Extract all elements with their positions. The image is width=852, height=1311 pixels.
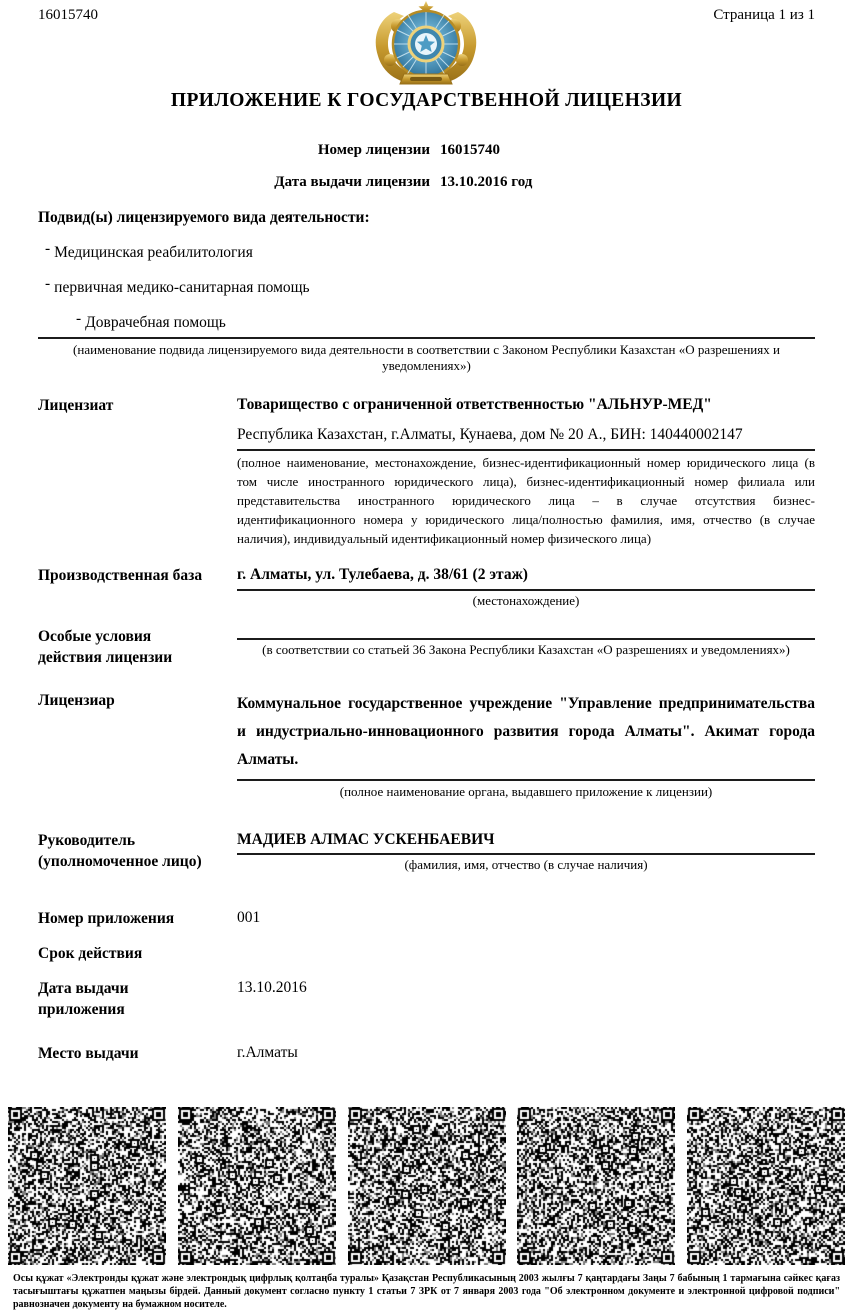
- dash-bullet: -: [76, 310, 82, 327]
- issue-place-row: [38, 1043, 815, 1064]
- head-row: [38, 830, 815, 873]
- license-meta: [38, 141, 815, 192]
- qr-code-stamp: [687, 1107, 845, 1265]
- appendix-date-row: [38, 978, 815, 1020]
- licensee-name: Товарищество с ограниченной ответственностью "АЛЬНУР-МЕД": [237, 396, 712, 413]
- qr-code-stamp: [348, 1107, 506, 1265]
- special-conditions-row: [38, 626, 815, 668]
- subtype-item: - Медицинская реабилитология: [45, 240, 253, 261]
- divider: [237, 853, 815, 855]
- divider: [237, 779, 815, 781]
- licensee-row: [38, 395, 815, 548]
- qr-code-stamp: [8, 1107, 166, 1265]
- appendix-date-label: Дата выдачи приложения: [38, 980, 129, 1018]
- head-label: Руководитель (уполномоченное лицо): [38, 832, 202, 870]
- page-title: ПРИЛОЖЕНИЕ К ГОСУДАРСТВЕННОЙ ЛИЦЕНЗИИ: [170, 90, 683, 111]
- qr-code-stamp: [517, 1107, 675, 1265]
- divider: [237, 449, 815, 451]
- special-conditions-caption: (в соответствии со статьей 36 Закона Республики Казахстан «О разрешениях и уведомлениях»): [262, 642, 790, 657]
- subtype-list: [38, 239, 815, 333]
- license-date-label: Дата выдачи лицензии: [274, 174, 430, 190]
- head-value: МАДИЕВ АЛМАС УСКЕНБАЕВИЧ: [237, 831, 495, 848]
- divider: [38, 337, 815, 339]
- page-info: Страница 1 из 1: [713, 7, 815, 23]
- licensor-caption: (полное наименование органа, выдавшего приложение к лицензии): [339, 784, 713, 799]
- divider: [237, 589, 815, 591]
- license-date-value: 13.10.2016 год: [440, 174, 533, 190]
- subtypes-caption: (наименование подвида лицензируемого вида деятельности в соответствии с Законом Республики Казахстан «О разрешениях и уведомлениях»): [73, 342, 780, 373]
- dash-bullet: -: [45, 240, 51, 257]
- special-conditions-label: Особые условия действия лицензии: [38, 628, 173, 666]
- issue-place-value: г.Алматы: [237, 1044, 298, 1061]
- head-caption: (фамилия, имя, отчество (в случае наличия): [404, 857, 648, 872]
- subtype-item: - первичная медико-санитарная помощь: [45, 275, 310, 296]
- subtypes-heading: Подвид(ы) лицензируемого вида деятельности:: [38, 209, 370, 226]
- licensor-value: Коммунальное государственное учреждение "Управление предпринимательства и индустриально-инновационного развития города Алматы". Акимат города Алматы.: [237, 695, 815, 768]
- issue-place-label: Место выдачи: [38, 1045, 139, 1062]
- validity-label: Срок действия: [38, 945, 143, 962]
- licensor-label: Лицензиар: [38, 692, 115, 709]
- appendix-date-value: 13.10.2016: [237, 979, 307, 996]
- licensor-row: [38, 690, 815, 800]
- licensee-caption: (полное наименование, местонахождение, бизнес-идентификационный номер юридического лица (в том числе иностранного юридического лица), бизнес-идентификационный номер филиала или представительства иностранного юридического лица – в случае отсутствия бизнес-идентификационного номера у юридического лица/полностью фамилия, имя, отчество (в случае наличия), индивидуальный идентификационный номер физического лица): [237, 455, 815, 546]
- licensee-address: Республика Казахстан, г.Алматы, Кунаева, дом № 20 А., БИН: 140440002147: [237, 426, 743, 443]
- license-number-row: [38, 141, 815, 160]
- digital-signature-note: Осы құжат «Электронды құжат және электрондық цифрлық қолтаңба туралы» Қазақстан Республикасының 2003 жылғы 7 қаңтардағы Заңы 7 бабының 1 тармағына сәйкес қағаз тасығыштағы құжатпен маңызы бірдей. Данный документ согласно пункту 1 статьи 7 ЗРК от 7 января 2003 года "Об электронном документе и электронной цифровой подписи" равнозначен документу на бумажном носителе.: [13, 1273, 840, 1310]
- subtype-item: - Доврачебная помощь: [76, 310, 226, 331]
- license-number-label: Номер лицензии: [317, 142, 430, 158]
- license-date-row: [38, 173, 815, 192]
- production-base-caption: (местонахождение): [472, 593, 580, 608]
- dash-bullet: -: [45, 275, 51, 292]
- appendix-number-row: [38, 908, 815, 929]
- production-base-row: [38, 565, 815, 609]
- production-base-value: г. Алматы, ул. Тулебаева, д. 38/61 (2 этаж): [237, 566, 528, 583]
- appendix-number-label: Номер приложения: [38, 910, 175, 927]
- license-number-value: 16015740: [440, 142, 500, 158]
- divider: [237, 638, 815, 640]
- qr-row: [8, 1107, 845, 1265]
- appendix-number-value: 001: [237, 909, 261, 926]
- subtypes-section: [38, 208, 815, 374]
- licensee-label: Лицензиат: [38, 397, 114, 414]
- doc-number: 16015740: [38, 7, 98, 23]
- qr-code-stamp: [178, 1107, 336, 1265]
- production-base-label: Производственная база: [38, 567, 203, 584]
- validity-row: [38, 943, 815, 964]
- kazakhstan-coat-of-arms-icon: [364, 0, 488, 91]
